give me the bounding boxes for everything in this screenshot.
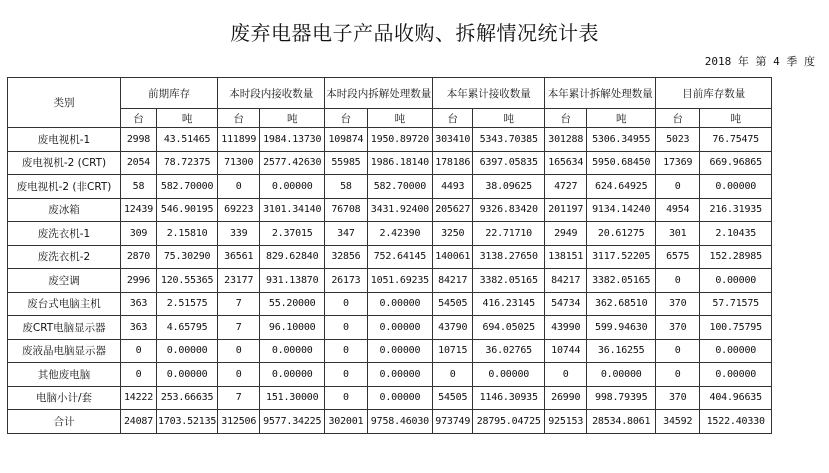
tonnage-cell: 5306.34955 [587,128,656,152]
unit-count-cell: 10715 [433,339,473,363]
tonnage-cell: 931.13870 [260,269,325,293]
tonnage-cell: 3138.27650 [473,245,545,269]
tonnage-cell: 416.23145 [473,292,545,316]
unit-count-cell: 4954 [656,198,700,222]
unit-count-cell: 0 [325,316,367,340]
unit-count-cell: 71300 [218,151,260,175]
tonnage-cell: 253.66635 [157,386,218,410]
tonnage-cell: 3101.34140 [260,198,325,222]
category-cell: 合计 [8,410,121,434]
table-row [8,175,772,199]
tonnage-cell: 28534.8061 [587,410,656,434]
category-cell: 废冰箱 [8,198,121,222]
unit-count-cell: 2870 [121,245,157,269]
unit-count-cell: 0 [325,292,367,316]
tonnage-cell: 76.75475 [700,128,772,152]
unit-count-cell: 58 [121,175,157,199]
tonnage-cell: 0.00000 [367,386,433,410]
tonnage-cell: 0.00000 [473,363,545,387]
tonnage-cell: 2.42390 [367,222,433,246]
category-cell: 其他废电脑 [8,363,121,387]
tonnage-cell: 9326.83420 [473,198,545,222]
tonnage-cell: 120.55365 [157,269,218,293]
unit-count-cell: 347 [325,222,367,246]
unit-count-cell: 178186 [433,151,473,175]
table-row [8,128,772,152]
tonnage-cell: 38.09625 [473,175,545,199]
tonnage-cell: 1986.18140 [367,151,433,175]
table-row [8,339,772,363]
unit-count-cell: 301288 [545,128,587,152]
tonnage-cell: 694.05025 [473,316,545,340]
tonnage-cell: 0.00000 [367,292,433,316]
unit-count-cell: 925153 [545,410,587,434]
unit-count-cell: 12439 [121,198,157,222]
unit-header: 台 [656,109,700,128]
unit-count-cell: 0 [656,175,700,199]
unit-count-cell: 312506 [218,410,260,434]
group-header: 本年累计接收数量 [433,78,545,109]
tonnage-cell: 3431.92400 [367,198,433,222]
unit-header: 吨 [157,109,218,128]
tonnage-cell: 1984.13730 [260,128,325,152]
table-row [8,198,772,222]
unit-count-cell: 0 [121,339,157,363]
tonnage-cell: 22.71710 [473,222,545,246]
statistics-table [7,77,772,434]
unit-count-cell: 54505 [433,292,473,316]
category-cell: 废洗衣机-1 [8,222,121,246]
unit-count-cell: 2949 [545,222,587,246]
unit-header: 吨 [587,109,656,128]
unit-count-cell: 6575 [656,245,700,269]
unit-count-cell: 4727 [545,175,587,199]
table-row [8,386,772,410]
tonnage-cell: 5343.70385 [473,128,545,152]
table-row [8,316,772,340]
tonnage-cell: 3117.52205 [587,245,656,269]
unit-header: 吨 [473,109,545,128]
tonnage-cell: 0.00000 [260,175,325,199]
tonnage-cell: 0.00000 [587,363,656,387]
tonnage-cell: 582.70000 [157,175,218,199]
table-row [8,410,772,434]
unit-count-cell: 14222 [121,386,157,410]
unit-count-cell: 4493 [433,175,473,199]
tonnage-cell: 0.00000 [260,363,325,387]
category-cell: 废台式电脑主机 [8,292,121,316]
tonnage-cell: 998.79395 [587,386,656,410]
unit-count-cell: 5023 [656,128,700,152]
unit-count-cell: 84217 [545,269,587,293]
tonnage-cell: 3382.05165 [587,269,656,293]
unit-count-cell: 55985 [325,151,367,175]
tonnage-cell: 2577.42630 [260,151,325,175]
tonnage-cell: 0.00000 [260,339,325,363]
tonnage-cell: 0.00000 [157,339,218,363]
category-cell: 废液晶电脑显示器 [8,339,121,363]
unit-count-cell: 0 [325,363,367,387]
tonnage-cell: 28795.04725 [473,410,545,434]
tonnage-cell: 55.20000 [260,292,325,316]
table-row [8,292,772,316]
unit-count-cell: 7 [218,292,260,316]
unit-count-cell: 26990 [545,386,587,410]
unit-count-cell: 69223 [218,198,260,222]
tonnage-cell: 151.30000 [260,386,325,410]
tonnage-cell: 0.00000 [700,363,772,387]
unit-count-cell: 138151 [545,245,587,269]
tonnage-cell: 36.02765 [473,339,545,363]
unit-count-cell: 43790 [433,316,473,340]
tonnage-cell: 100.75795 [700,316,772,340]
tonnage-cell: 96.10000 [260,316,325,340]
unit-count-cell: 303410 [433,128,473,152]
tonnage-cell: 0.00000 [367,316,433,340]
category-cell: 电脑小计/套 [8,386,121,410]
tonnage-cell: 75.30290 [157,245,218,269]
unit-header-row [8,109,772,128]
tonnage-cell: 152.28985 [700,245,772,269]
group-header: 前期库存 [121,78,218,109]
unit-count-cell: 2998 [121,128,157,152]
unit-count-cell: 370 [656,386,700,410]
tonnage-cell: 1522.40330 [700,410,772,434]
tonnage-cell: 216.31935 [700,198,772,222]
unit-count-cell: 23177 [218,269,260,293]
unit-count-cell: 363 [121,292,157,316]
unit-count-cell: 165634 [545,151,587,175]
tonnage-cell: 9577.34225 [260,410,325,434]
page-title: 废弃电器电子产品收购、拆解情况统计表 [230,21,599,45]
unit-count-cell: 0 [218,339,260,363]
tonnage-cell: 1051.69235 [367,269,433,293]
tonnage-cell: 20.61275 [587,222,656,246]
unit-count-cell: 0 [325,386,367,410]
tonnage-cell: 2.10435 [700,222,772,246]
unit-count-cell: 111899 [218,128,260,152]
group-header: 目前库存数量 [656,78,772,109]
tonnage-cell: 752.64145 [367,245,433,269]
tonnage-cell: 5950.68450 [587,151,656,175]
tonnage-cell: 599.94630 [587,316,656,340]
tonnage-cell: 3382.05165 [473,269,545,293]
unit-count-cell: 26173 [325,269,367,293]
tonnage-cell: 4.65795 [157,316,218,340]
tonnage-cell: 0.00000 [700,269,772,293]
unit-count-cell: 0 [325,339,367,363]
tonnage-cell: 546.90195 [157,198,218,222]
table-row [8,151,772,175]
table-row [8,222,772,246]
tonnage-cell: 1703.52135 [157,410,218,434]
unit-count-cell: 32856 [325,245,367,269]
tonnage-cell: 43.51465 [157,128,218,152]
tonnage-cell: 669.96865 [700,151,772,175]
unit-count-cell: 0 [545,363,587,387]
tonnage-cell: 36.16255 [587,339,656,363]
unit-count-cell: 84217 [433,269,473,293]
tonnage-cell: 0.00000 [157,363,218,387]
unit-header: 台 [218,109,260,128]
unit-count-cell: 0 [656,339,700,363]
category-cell: 废CRT电脑显示器 [8,316,121,340]
unit-count-cell: 10744 [545,339,587,363]
unit-count-cell: 0 [218,175,260,199]
unit-count-cell: 58 [325,175,367,199]
unit-count-cell: 309 [121,222,157,246]
table-row [8,245,772,269]
table-row [8,269,772,293]
unit-count-cell: 0 [656,363,700,387]
unit-count-cell: 370 [656,292,700,316]
tonnage-cell: 1146.30935 [473,386,545,410]
tonnage-cell: 0.00000 [700,339,772,363]
group-header: 本时段内拆解处理数量 [325,78,433,109]
tonnage-cell: 2.37015 [260,222,325,246]
tonnage-cell: 1950.89720 [367,128,433,152]
tonnage-cell: 362.68510 [587,292,656,316]
unit-count-cell: 363 [121,316,157,340]
tonnage-cell: 404.96635 [700,386,772,410]
tonnage-cell: 0.00000 [700,175,772,199]
unit-count-cell: 140061 [433,245,473,269]
unit-count-cell: 54505 [433,386,473,410]
unit-count-cell: 7 [218,316,260,340]
unit-count-cell: 7 [218,386,260,410]
tonnage-cell: 0.00000 [367,363,433,387]
unit-count-cell: 370 [656,316,700,340]
unit-count-cell: 3250 [433,222,473,246]
unit-header: 吨 [700,109,772,128]
category-cell: 废电视机-1 [8,128,121,152]
unit-count-cell: 205627 [433,198,473,222]
unit-count-cell: 0 [433,363,473,387]
unit-count-cell: 54734 [545,292,587,316]
category-cell: 废电视机-2 (非CRT) [8,175,121,199]
tonnage-cell: 57.71575 [700,292,772,316]
category-cell: 废电视机-2 (CRT) [8,151,121,175]
unit-count-cell: 76708 [325,198,367,222]
group-header: 本年累计拆解处理数量 [545,78,656,109]
unit-count-cell: 973749 [433,410,473,434]
tonnage-cell: 624.64925 [587,175,656,199]
group-header-row [8,78,772,109]
table-row [8,363,772,387]
report-period: 2018 年 第 4 季 度 [704,55,815,68]
category-cell: 废空调 [8,269,121,293]
unit-header: 台 [545,109,587,128]
tonnage-cell: 6397.05835 [473,151,545,175]
tonnage-cell: 2.51575 [157,292,218,316]
unit-count-cell: 301 [656,222,700,246]
unit-count-cell: 0 [218,363,260,387]
category-header: 类别 [8,78,121,128]
unit-count-cell: 34592 [656,410,700,434]
unit-count-cell: 0 [121,363,157,387]
tonnage-cell: 9758.46030 [367,410,433,434]
unit-count-cell: 201197 [545,198,587,222]
unit-count-cell: 2054 [121,151,157,175]
group-header: 本时段内接收数量 [218,78,325,109]
tonnage-cell: 829.62840 [260,245,325,269]
unit-count-cell: 24087 [121,410,157,434]
unit-count-cell: 43990 [545,316,587,340]
unit-header: 台 [325,109,367,128]
tonnage-cell: 78.72375 [157,151,218,175]
tonnage-cell: 0.00000 [367,339,433,363]
unit-count-cell: 0 [656,269,700,293]
tonnage-cell: 582.70000 [367,175,433,199]
category-cell: 废洗衣机-2 [8,245,121,269]
unit-count-cell: 36561 [218,245,260,269]
unit-count-cell: 2996 [121,269,157,293]
tonnage-cell: 9134.14240 [587,198,656,222]
unit-count-cell: 17369 [656,151,700,175]
unit-header: 吨 [260,109,325,128]
tonnage-cell: 2.15810 [157,222,218,246]
unit-header: 台 [433,109,473,128]
unit-count-cell: 339 [218,222,260,246]
unit-header: 台 [121,109,157,128]
unit-count-cell: 109874 [325,128,367,152]
unit-header: 吨 [367,109,433,128]
unit-count-cell: 302001 [325,410,367,434]
